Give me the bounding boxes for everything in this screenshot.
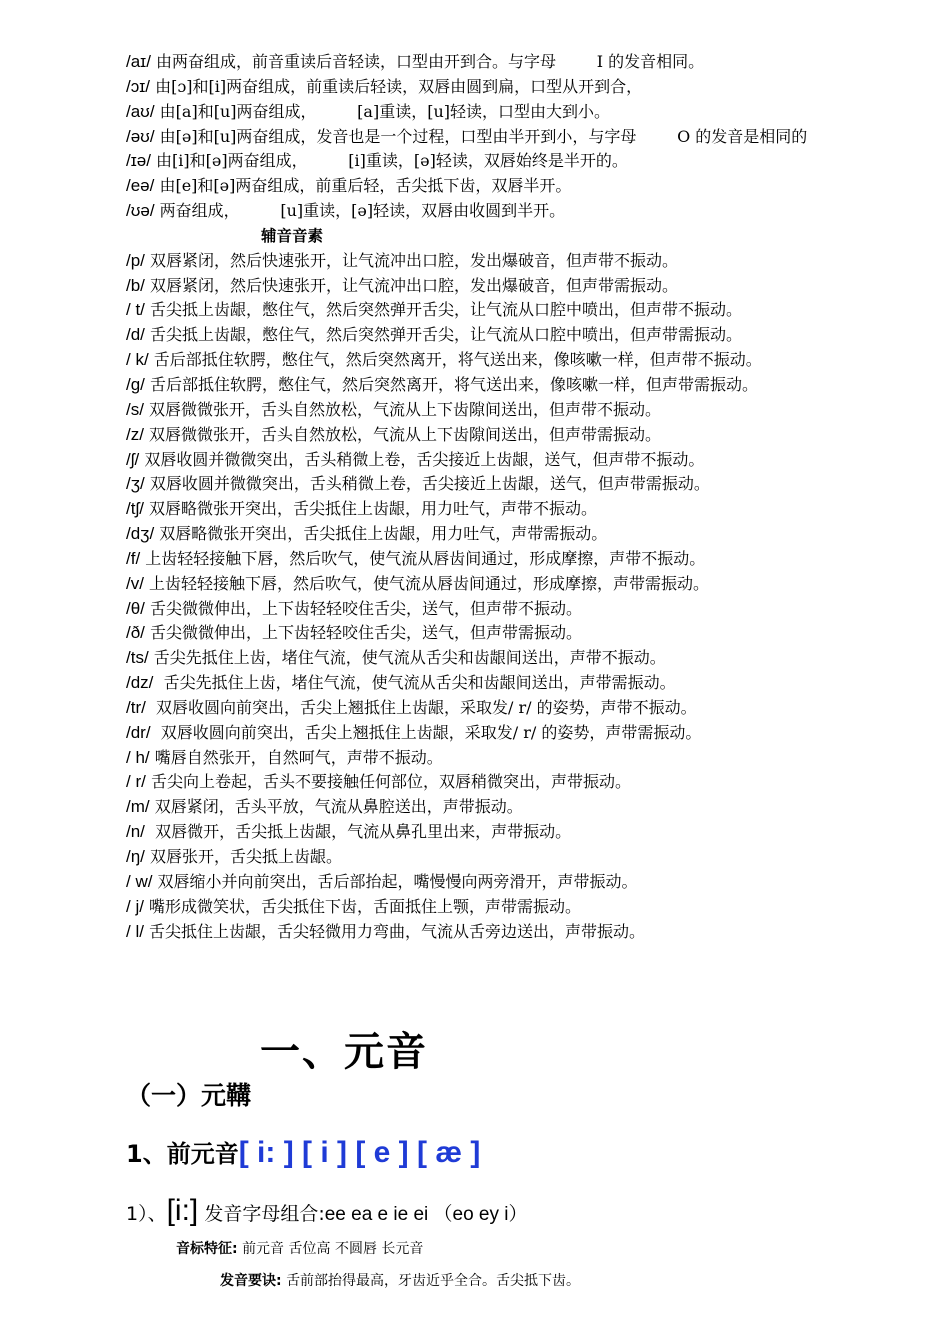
phoneme-description: 两奋组成， [u]重读，[ə]轻读，双唇由收圆到半开。 xyxy=(159,201,566,221)
phoneme-symbol: / k/ xyxy=(126,350,149,370)
phoneme-line xyxy=(126,820,926,845)
phoneme-description: 双唇微微张开，舌头自然放松，气流从上下齿隙间送出，但声带不振动。 xyxy=(149,399,662,419)
phoneme-symbol: /dz/ xyxy=(126,673,154,693)
phoneme-description: 舌尖先抵住上齿，堵住气流，使气流从舌尖和齿龈间送出，声带不振动。 xyxy=(153,648,666,668)
phoneme-symbol: /p/ xyxy=(126,250,145,270)
phoneme-symbol: /tr/ xyxy=(126,697,146,717)
phoneme-description: 双唇略微张开突出，舌尖抵住上齿龈，用力吐气，声带需振动。 xyxy=(159,524,608,544)
phoneme-description: 由[ə]和[u]两奋组成，发音也是一个过程，口型由半开到小，与字母 O 的发音是相同的 xyxy=(159,126,808,146)
phoneme-symbol: /v/ xyxy=(126,573,144,593)
phoneme-line xyxy=(126,448,926,473)
phoneme-line xyxy=(126,472,926,497)
phoneme-symbol: / j/ xyxy=(126,896,144,916)
phoneme-symbol: /n/ xyxy=(126,822,145,842)
phoneme-symbol: /tʃ/ xyxy=(126,499,144,519)
phoneme-line xyxy=(126,746,926,771)
phoneme-description: 舌尖抵上齿龈，憋住气，然后突然弹开舌尖，让气流从口腔中喷出，但声带需振动。 xyxy=(150,325,743,345)
phoneme-symbol: /z/ xyxy=(126,424,144,444)
phoneme-symbol: / r/ xyxy=(126,772,146,792)
phoneme-line xyxy=(126,298,926,323)
phoneme-line xyxy=(126,696,926,721)
phoneme-symbol: /m/ xyxy=(126,797,150,817)
phoneme-line xyxy=(126,274,926,299)
phoneme-line xyxy=(126,249,926,274)
phoneme-line xyxy=(126,770,926,795)
phoneme-description: 舌尖先抵住上齿，堵住气流，使气流从舌尖和齿龈间送出，声带需振动。 xyxy=(158,673,676,693)
front-vowels-symbols: [ i: ] [ i ] [ e ] [ æ ] xyxy=(238,1136,481,1169)
phoneme-symbol: /d/ xyxy=(126,325,145,345)
phoneme-description: 舌尖向上卷起，舌头不要接触任何部位，双唇稍微突出，声带振动。 xyxy=(150,772,631,792)
phoneme-line xyxy=(126,497,926,522)
pronunciation-tips xyxy=(220,1270,580,1290)
phoneme-description: 双唇收圆并微微突出，舌头稍微上卷，舌尖接近上齿龈，送气，但声带不振动。 xyxy=(144,449,705,469)
item-examples: ee ea e ie ei （eo ey i） xyxy=(324,1204,528,1225)
phoneme-symbol: / t/ xyxy=(126,300,145,320)
phoneme-line xyxy=(126,125,926,150)
phoneme-symbol: /s/ xyxy=(126,399,144,419)
phoneme-description: 由[i]和[ə]两奋组成， [i]重读，[ə]轻读，双唇始终是半开的。 xyxy=(156,151,628,171)
consonant-phonemes-heading: 辅音音素 xyxy=(261,226,324,245)
phoneme-line xyxy=(126,721,926,746)
phoneme-line xyxy=(126,323,926,348)
phoneme-line xyxy=(126,795,926,820)
phoneme-symbol: /aɪ/ xyxy=(126,52,151,71)
section-heading-vowels: 一、元音 xyxy=(260,1028,428,1075)
phoneme-symbol: /əʊ/ xyxy=(126,126,155,146)
front-vowels-heading xyxy=(126,1134,480,1170)
phoneme-line xyxy=(126,646,926,671)
phoneme-symbol: /ʊə/ xyxy=(126,201,155,221)
phoneme-line xyxy=(126,199,926,224)
phoneme-line xyxy=(126,920,926,945)
phoneme-symbol: / w/ xyxy=(126,871,153,891)
phoneme-description: 上齿轻轻接触下唇，然后吹气，使气流从唇齿间通过，形成摩擦，声带需振动。 xyxy=(149,573,710,593)
subsection-heading: （一）元鞲 xyxy=(126,1081,252,1110)
phoneme-description: 舌尖微微伸出，上下齿轻轻咬住舌尖，送气，但声带需振动。 xyxy=(150,623,583,643)
phoneme-line xyxy=(126,174,926,199)
front-vowels-title: 1、前元音 xyxy=(126,1140,239,1168)
phoneme-line xyxy=(126,671,926,696)
phoneme-symbol: /ts/ xyxy=(126,648,149,668)
phoneme-description: 上齿轻轻接触下唇，然后吹气，使气流从唇齿间通过，形成摩擦，声带不振动。 xyxy=(145,548,706,568)
item-symbol: [i:] xyxy=(166,1194,199,1227)
phoneme-symbol: /eə/ xyxy=(126,176,155,196)
phoneme-line xyxy=(126,50,926,75)
phoneme-symbol: /b/ xyxy=(126,275,145,295)
phoneme-symbol: /f/ xyxy=(126,548,141,568)
phoneme-description: 双唇微开，舌尖抵上齿龈，气流从鼻孔里出来，声带振动。 xyxy=(150,822,572,842)
phoneme-line xyxy=(126,348,926,373)
phoneme-description: 双唇缩小并向前突出，舌后部抬起，嘴慢慢向两旁滑开，声带振动。 xyxy=(157,871,638,891)
phoneme-line xyxy=(126,621,926,646)
phoneme-description: 由[e]和[ə]两奋组成，前重后轻，舌尖抵下齿，双唇半开。 xyxy=(159,176,572,196)
phoneme-line xyxy=(126,100,926,125)
phoneme-description: 双唇紧闭，然后快速张开，让气流冲出口腔，发出爆破音，但声带需振动。 xyxy=(150,275,679,295)
phoneme-line xyxy=(126,597,926,622)
phoneme-description: 双唇收圆并微微突出，舌头稍微上卷，舌尖接近上齿龈，送气，但声带需振动。 xyxy=(149,474,710,494)
phoneme-line xyxy=(126,522,926,547)
phoneme-symbol: /ð/ xyxy=(126,623,145,643)
phoneme-description: 舌尖抵住上齿龈，舌尖轻微用力弯曲，气流从舌旁边送出，声带振动。 xyxy=(149,921,646,941)
phoneme-symbol: /ɪə/ xyxy=(126,151,151,171)
phoneme-symbol: /dʒ/ xyxy=(126,524,155,544)
phoneme-line xyxy=(126,75,926,100)
phoneme-description: 双唇收圆向前突出，舌尖上翘抵住上齿龈，采取发/ r/ 的姿势，声带不振动。 xyxy=(150,697,697,717)
phoneme-line xyxy=(126,895,926,920)
phoneme-description: 双唇略微张开突出，舌尖抵住上齿龈，用力吐气，声带不振动。 xyxy=(149,499,598,519)
phoneme-description: 由两奋组成，前音重读后音轻读，口型由开到合。与字母 I 的发音相同。 xyxy=(156,52,705,71)
phoneme-description: 双唇紧闭，舌头平放，气流从鼻腔送出，声带振动。 xyxy=(154,797,523,817)
phoneme-line xyxy=(126,572,926,597)
phoneme-line xyxy=(126,547,926,572)
phonetic-features xyxy=(176,1238,423,1258)
phoneme-description: 舌后部抵住软腭，憋住气，然后突然离开，将气送出来，像咳嗽一样，但声带需振动。 xyxy=(150,374,759,394)
phoneme-description: 由[a]和[u]两奋组成， [a]重读，[u]轻读，口型由大到小。 xyxy=(159,101,610,121)
phoneme-symbol: / h/ xyxy=(126,747,150,767)
phoneme-symbol: / l/ xyxy=(126,921,144,941)
item-label: 发音字母组合: xyxy=(204,1203,325,1225)
phoneme-symbol: /θ/ xyxy=(126,598,145,618)
phoneme-description: 由[ɔ]和[i]两奋组成，前重读后轻读，双唇由圆到扁，口型从开到合， xyxy=(155,76,643,96)
phoneme-line xyxy=(126,398,926,423)
phoneme-description-list xyxy=(126,50,926,944)
phoneme-line xyxy=(126,423,926,448)
phoneme-symbol: /ɔɪ/ xyxy=(126,76,150,96)
phoneme-line xyxy=(126,373,926,398)
phoneme-line xyxy=(126,149,926,174)
phoneme-description: 嘴唇自然张开，自然呵气，声带不振动。 xyxy=(154,747,443,767)
phoneme-description: 双唇张开，舌尖抵上齿龈。 xyxy=(150,847,343,866)
requirements-text: 舌前部抬得最高，牙齿近乎全合。舌尖抵下齿。 xyxy=(286,1273,581,1289)
phoneme-description: 嘴形成微笑状，舌尖抵住下齿，舌面抵住上颚，声带需振动。 xyxy=(149,896,582,916)
phoneme-description: 双唇紧闭，然后快速张开，让气流冲出口腔，发出爆破音，但声带不振动。 xyxy=(150,250,679,270)
phoneme-line xyxy=(126,870,926,895)
phoneme-description: 舌尖微微伸出，上下齿轻轻咬住舌尖，送气，但声带不振动。 xyxy=(150,598,583,618)
phoneme-line xyxy=(126,845,926,870)
features-text: 前元音 舌位高 不圆唇 长元音 xyxy=(242,1241,424,1257)
requirements-label: 发音要诀: xyxy=(220,1273,282,1289)
phoneme-symbol: /ŋ/ xyxy=(126,847,145,866)
phoneme-description: 舌尖抵上齿龈，憋住气，然后突然弹开舌尖，让气流从口腔中喷出，但声带不振动。 xyxy=(150,300,743,320)
phoneme-symbol: /ʃ/ xyxy=(126,449,140,469)
phoneme-symbol: /dr/ xyxy=(126,722,151,742)
phoneme-symbol: /ʒ/ xyxy=(126,474,145,494)
phoneme-description: 舌后部抵住软腭，憋住气，然后突然离开，将气送出来，像咳嗽一样，但声带不振动。 xyxy=(153,350,762,370)
features-label: 音标特征: xyxy=(176,1241,238,1257)
phoneme-symbol: /aʊ/ xyxy=(126,101,155,121)
phoneme-description: 双唇收圆向前突出，舌尖上翘抵住上齿龈，采取发/ r/ 的姿势，声带需振动。 xyxy=(155,722,702,742)
phoneme-symbol: /g/ xyxy=(126,374,145,394)
phoneme-description: 双唇微微张开，舌头自然放松，气流从上下齿隙间送出，但声带需振动。 xyxy=(149,424,662,444)
vowel-item-i-long xyxy=(126,1194,528,1228)
item-number: 1）、 xyxy=(126,1203,167,1225)
